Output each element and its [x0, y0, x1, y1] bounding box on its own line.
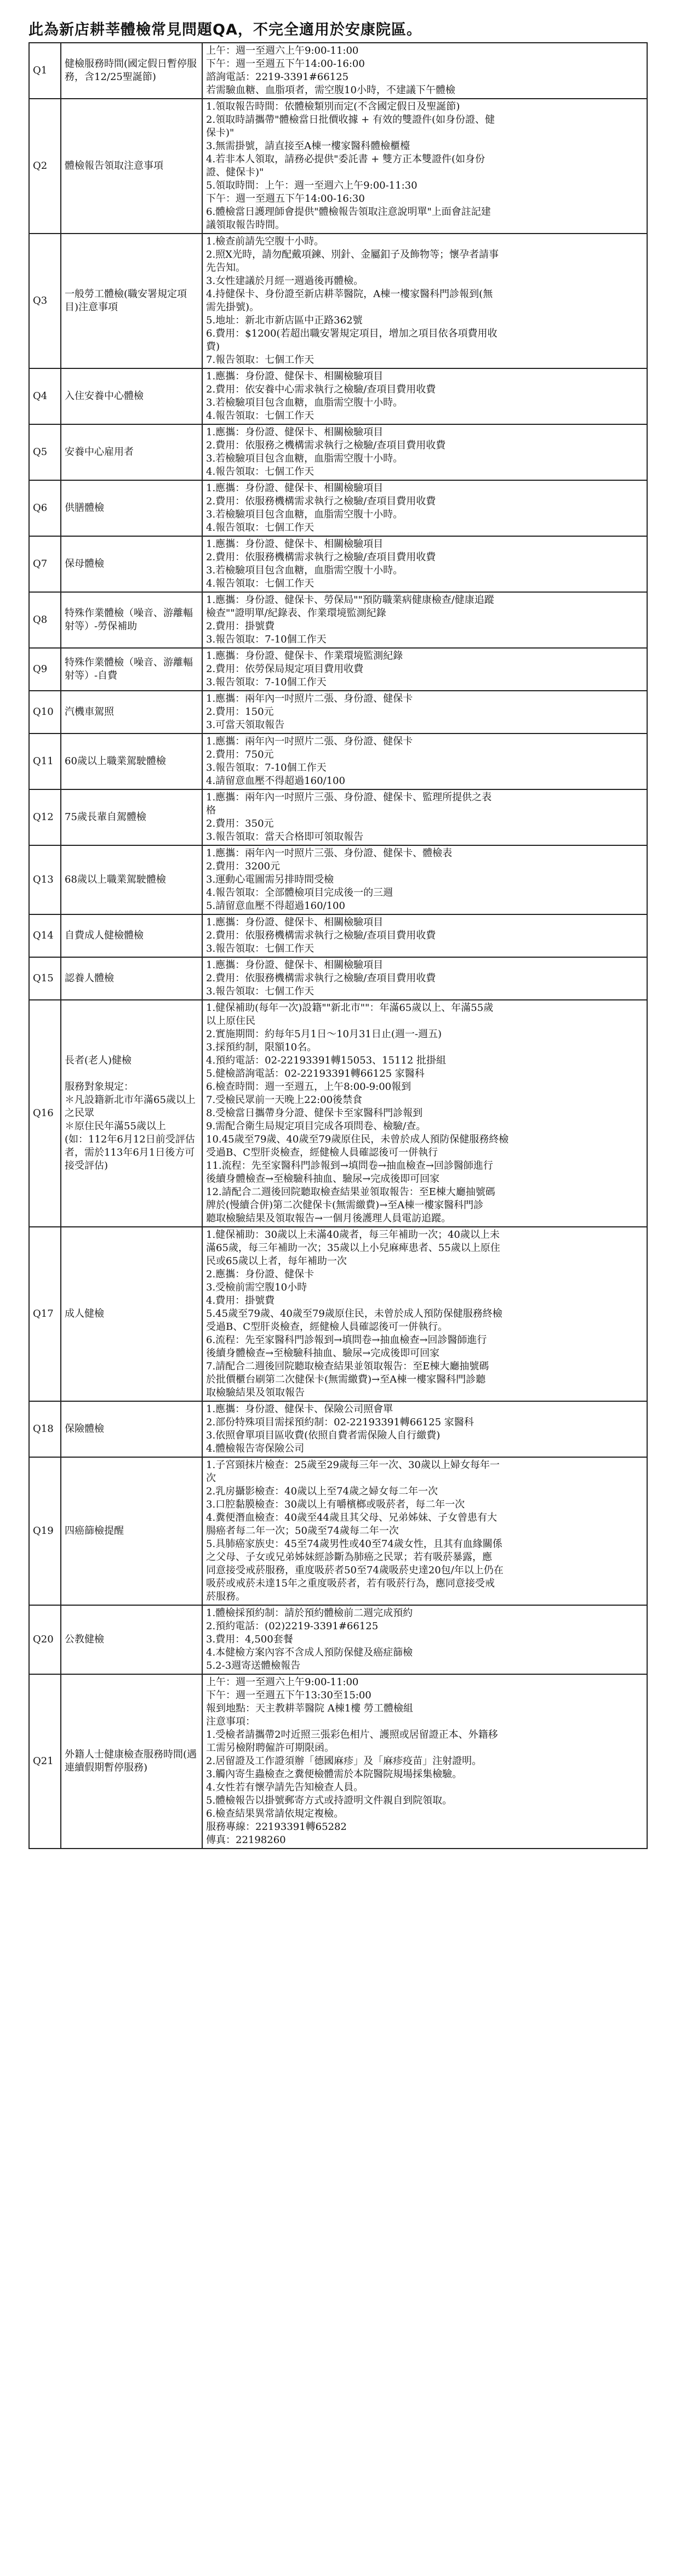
detail-line: 4.報告領取：七個工作天	[206, 466, 315, 477]
detail-line: 1.應攜：身份證、健保卡、相關檢驗項目	[206, 917, 384, 928]
detail-line: 2.費用：150元	[206, 706, 274, 718]
question-topic	[61, 1605, 202, 1674]
detail-line: 1.應攜：兩年內一吋照片二張、身份證、健保卡	[206, 693, 413, 704]
detail-line: 3.若檢驗項目包含血糖，血脂需空腹十小時。	[206, 565, 403, 576]
detail-line: 3.報告領取：7-10個工作天	[206, 676, 327, 688]
detail-line: 1.受檢者請攜帶2吋近照三張彩色相片、護照或居留證正本、外籍移	[206, 1729, 498, 1741]
question-number: Q9	[29, 648, 61, 691]
detail-line: 3.可當天領取報告	[206, 719, 285, 731]
detail-line: 2.費用：750元	[206, 749, 274, 760]
detail-line: 2.費用：依服務機構需求執行之檢驗/查項目費用收費	[206, 496, 436, 507]
detail-line: 於批價櫃台刷第二次健保卡(無需繳費)→至A棟一樓家醫科門診聽	[206, 1374, 486, 1385]
detail-line: 1.應攜：身份證、健保卡、相關檢驗項目	[206, 371, 384, 382]
detail-line: 3.受檢前需空腹10小時	[206, 1282, 307, 1293]
topic-line: 供膳體檢	[65, 502, 104, 514]
qa-row	[29, 1000, 647, 1227]
question-number: Q13	[29, 845, 61, 914]
detail-line: 4.體檢報告寄保險公司	[206, 1443, 305, 1454]
detail-line: 服務專線：22193391轉65282	[206, 1821, 347, 1833]
detail-line: 下午：週一至週五下午13:30至15:00	[206, 1690, 372, 1701]
detail-line: 4.女性若有懷孕請先告知檢查人員。	[206, 1782, 364, 1793]
answer-detail	[202, 234, 647, 368]
question-topic	[61, 536, 202, 592]
answer-detail	[202, 845, 647, 914]
qa-row	[29, 1227, 647, 1401]
detail-line: 6.檢查時間：週一至週五，上午8:00-9:00報到	[206, 1081, 412, 1093]
answer-detail	[202, 1605, 647, 1674]
qa-row	[29, 789, 647, 845]
detail-line: 2.費用：依服務機構需求執行之檢驗/查項目費用收費	[206, 973, 436, 984]
detail-line: 2.居留證及工作證須辦「德國麻疹」及「麻疹疫苗」注射證明。	[206, 1755, 482, 1767]
detail-line: 6.流程：先至家醫科門診報到→填問卷→抽血檢查→回診醫師進行	[206, 1334, 487, 1346]
question-topic	[61, 1401, 202, 1457]
detail-line: 菸服務。	[206, 1591, 245, 1602]
detail-line: 11.流程：先至家醫科門診報到→填問卷→抽血檢查→回診醫師進行	[206, 1160, 493, 1172]
detail-line: 2.費用：依服務機構需求執行之檢驗/查項目費用收費	[206, 551, 436, 563]
question-topic	[61, 957, 202, 1000]
topic-line: 保母體檢	[65, 558, 104, 570]
detail-line: 民或65歲以上者，每年補助一次	[206, 1255, 347, 1267]
question-topic	[61, 368, 202, 424]
detail-line: 1.子宮頸抹片檢查：25歲至29歲每三年一次、30歲以上婦女每年一	[206, 1459, 500, 1471]
answer-detail	[202, 733, 647, 789]
detail-line: 滿65歲，每三年補助一次；35歲以上小兒麻痺患者、55歲以上原住	[206, 1242, 500, 1254]
detail-line: 3.報告領取：7-10個工作天	[206, 634, 327, 645]
question-number: Q3	[29, 234, 61, 368]
detail-line: 報到地點：天主教耕莘醫院 A棟1樓 勞工體檢組	[206, 1703, 413, 1714]
detail-line: 保卡)"	[206, 127, 235, 139]
detail-line: 1.應攜：兩年內一吋照片三張、身份證、健保卡、監理所提供之表	[206, 792, 492, 803]
question-topic	[61, 480, 202, 536]
question-number: Q14	[29, 914, 61, 957]
detail-line: 先告知。	[206, 262, 245, 274]
detail-line: 4.持健保卡、身份證至新店耕莘醫院，A棟一樓家醫科門診報到(無	[206, 288, 493, 300]
qa-row	[29, 592, 647, 648]
qa-row	[29, 1605, 647, 1674]
qa-row	[29, 845, 647, 914]
detail-line: 5.體檢報告以掛號郵寄方式或持證明文件親自到院領取。	[206, 1795, 453, 1806]
detail-line: 3.運動心電圖需另排時間受檢	[206, 874, 334, 885]
detail-line: 格	[206, 805, 216, 816]
question-number: Q6	[29, 480, 61, 536]
detail-line: 1.應攜：身份證、健保卡、勞保局""預防職業病健康檢查/健康追蹤	[206, 594, 494, 606]
question-number: Q17	[29, 1227, 61, 1401]
question-topic	[61, 1000, 202, 1227]
question-number: Q11	[29, 733, 61, 789]
detail-line: 3.報告領取：7-10個工作天	[206, 762, 327, 774]
question-number: Q16	[29, 1000, 61, 1227]
topic-line: 特殊作業體檢（噪音、游離輻射等）-勞保補助	[65, 607, 193, 632]
answer-detail	[202, 1457, 647, 1605]
detail-line: 1.檢查前請先空腹十小時。	[206, 236, 324, 247]
answer-detail	[202, 43, 647, 99]
question-topic	[61, 43, 202, 99]
answer-detail	[202, 957, 647, 1000]
question-number: Q8	[29, 592, 61, 648]
detail-line: 5.地址：新北市新店區中正路362號	[206, 315, 363, 326]
detail-line: 3.若檢驗項目包含血糖，血脂需空腹十小時。	[206, 453, 403, 464]
answer-detail	[202, 914, 647, 957]
question-topic	[61, 733, 202, 789]
question-number: Q15	[29, 957, 61, 1000]
detail-line: 以上原住民	[206, 1015, 255, 1027]
detail-line: 1.健保補助：30歲以上未滿40歲者，每三年補助一次；40歲以上未	[206, 1229, 500, 1241]
detail-line: 8.受檢當日攜帶身分證、健保卡至家醫科門診報到	[206, 1107, 423, 1119]
detail-line: 2.部份特殊項目需採預約制：02-22193391轉66125 家醫科	[206, 1417, 474, 1428]
detail-line: 3.費用：4,500套餐	[206, 1634, 293, 1645]
detail-line: 6.檢查結果異常請依規定複檢。	[206, 1808, 344, 1819]
detail-line: 1.應攜：兩年內一吋照片三張、身份證、健保卡、體檢表	[206, 848, 453, 859]
qa-row	[29, 99, 647, 234]
detail-line: 2.預約電話：(02)2219-3391#66125	[206, 1620, 379, 1632]
detail-line: 4.報告領取：七個工作天	[206, 522, 315, 533]
detail-line: 4.預約電話：02-22193391轉15053、15112 批掛組	[206, 1055, 447, 1066]
qa-row	[29, 1457, 647, 1605]
detail-line: 9.需配合衛生局規定項目完成各項問卷、檢驗/查。	[206, 1121, 426, 1132]
qa-row	[29, 957, 647, 1000]
detail-line: 4.報告領取：七個工作天	[206, 410, 315, 422]
detail-line: 同意接受戒菸服務，重度吸菸者50至74歲吸菸史達20包/年以上仍在	[206, 1565, 504, 1576]
detail-line: 4.糞便潛血檢查：40歲至44歲且其父母、兄弟姊妹、子女曾患有大	[206, 1512, 497, 1523]
question-topic	[61, 99, 202, 234]
qa-row	[29, 234, 647, 368]
question-number: Q1	[29, 43, 61, 99]
qa-row	[29, 43, 647, 99]
detail-line: 腸癌者每二年一次；50歲至74歲每二年一次	[206, 1525, 399, 1537]
topic-line: 60歲以上職業駕駛體檢	[65, 755, 166, 767]
detail-line: 4.報告領取：七個工作天	[206, 578, 315, 589]
answer-detail	[202, 789, 647, 845]
detail-line: 5.2-3週寄送體檢報告	[206, 1660, 301, 1671]
detail-line: 2.費用：350元	[206, 818, 274, 829]
topic-line: 特殊作業體檢（噪音、游離輻射等）-自費	[65, 657, 193, 681]
detail-line: 2.費用：3200元	[206, 861, 280, 872]
detail-line: 次	[206, 1472, 216, 1484]
detail-line: 2.領取時請攜帶"體檢當日批價收據 + 有效的雙證件(如身份證、健	[206, 114, 495, 126]
answer-detail	[202, 1000, 647, 1227]
page-title: 此為新店耕莘體檢常見問題QA，不完全適用於安康院區。	[28, 21, 422, 38]
detail-line: 6.費用：$1200(若超出職安署規定項目，增加之項目依各項費用收	[206, 328, 498, 339]
detail-line: 1.體檢採預約制：請於預約體檢前二週完成預約	[206, 1607, 413, 1619]
detail-line: 1.應攜：身份證、健保卡、保險公司照會單	[206, 1403, 393, 1415]
detail-line: 5.領取時間：上午：週一至週六上午9:00-11:30	[206, 180, 418, 191]
detail-line: 3.報告領取：當天合格即可領取報告	[206, 831, 364, 843]
detail-line: 上午：週一至週六上午9:00-11:00	[206, 1676, 359, 1688]
qa-table	[28, 42, 648, 1849]
answer-detail	[202, 424, 647, 480]
detail-line: 3.報告領取：七個工作天	[206, 943, 315, 954]
topic-line: 體檢報告領取注意事項	[65, 160, 163, 172]
detail-line: 5.具肺癌家族史：45至74歲男性或40至74歲女性，且其有血緣關係	[206, 1538, 502, 1550]
answer-detail	[202, 691, 647, 733]
detail-line: 7.受檢民眾前一天晚上22:00後禁食	[206, 1094, 363, 1106]
topic-line: 68歲以上職業駕駛體檢	[65, 874, 166, 885]
question-topic	[61, 1674, 202, 1849]
detail-line: 7.請配合二週後回院聽取檢查結果並領取報告：至E棟大廳抽號碼	[206, 1361, 489, 1372]
answer-detail	[202, 1674, 647, 1849]
qa-row	[29, 536, 647, 592]
detail-line: 需先掛號)。	[206, 302, 260, 313]
detail-line: 1.健保補助(每年一次)設籍""新北市""：年滿65歲以上、年滿55歲	[206, 1002, 494, 1014]
detail-line: 2.乳房攝影檢查：40歲以上至74歲之婦女每二年一次	[206, 1486, 438, 1497]
detail-line: 2.費用：依勞保局規定項目費用收費	[206, 663, 364, 675]
question-number: Q12	[29, 789, 61, 845]
detail-line: 3.口腔黏膜檢查：30歲以上有嚼檳榔或吸菸者，每二年一次	[206, 1499, 465, 1510]
topic-line: 保險體檢	[65, 1423, 104, 1435]
question-topic	[61, 914, 202, 957]
detail-line: 證、健保卡)"	[206, 167, 264, 178]
detail-line: 牌於(慢續合併)第二次健保卡(無需繳費)→至A棟一樓家醫科門診	[206, 1199, 484, 1211]
detail-line: 2.費用：依安養中心需求執行之檢驗/查項目費用收費	[206, 384, 436, 395]
answer-detail	[202, 99, 647, 234]
detail-line: 2.照X光時，請勿配戴項鍊、別針、金屬釦子及飾物等；懷孕者請事	[206, 249, 499, 260]
question-number: Q21	[29, 1674, 61, 1849]
detail-line: 3.若檢驗項目包含血糖，血脂需空腹十小時。	[206, 397, 403, 408]
detail-line: 5.健檢諮詢電話：02-22193391轉66125 家醫科	[206, 1068, 425, 1079]
topic-line: 一般勞工體檢(職安署規定項目)注意事項	[65, 288, 187, 313]
qa-row	[29, 691, 647, 733]
answer-detail	[202, 1401, 647, 1457]
topic-line: 入住安養中心體檢	[65, 390, 144, 402]
answer-detail	[202, 368, 647, 424]
topic-line: 公教健檢	[65, 1634, 104, 1645]
qa-row	[29, 1674, 647, 1849]
detail-line: 7.報告領取：七個工作天	[206, 354, 315, 366]
qa-row	[29, 648, 647, 691]
detail-line: 聽取檢驗結果及領取報告→一個月後護理人員電訪追蹤。	[206, 1213, 452, 1224]
topic-line: 認養人體檢	[65, 973, 114, 984]
detail-line: 傳真：22198260	[206, 1834, 286, 1846]
detail-line: 2.費用：依服務之機構需求執行之檢驗/查項目費用收費	[206, 440, 446, 451]
topic-line: 75歲長輩自駕體檢	[65, 811, 146, 823]
topic-line: ＊凡設籍新北市年滿65歲以上之民眾	[65, 1094, 196, 1119]
question-topic	[61, 1457, 202, 1605]
answer-detail	[202, 536, 647, 592]
answer-detail	[202, 592, 647, 648]
qa-row	[29, 1401, 647, 1457]
detail-line: 上午：週一至週六上午9:00-11:00	[206, 45, 359, 56]
detail-line: 1.應攜：身份證、健保卡、相關檢驗項目	[206, 538, 384, 550]
qa-row	[29, 424, 647, 480]
question-topic	[61, 789, 202, 845]
topic-line: 服務對象規定：	[65, 1081, 134, 1093]
question-number: Q7	[29, 536, 61, 592]
detail-line: 受過B、C型肝炎檢查，經健檢人員確認後可一併執行	[206, 1147, 438, 1158]
detail-line: 受過B、C型肝炎檢查，經健檢人員確認後可一併執行。	[206, 1321, 448, 1333]
qa-table-body	[29, 43, 647, 1849]
topic-line: 安養中心雇用者	[65, 446, 134, 458]
topic-line: 成人健檢	[65, 1308, 104, 1320]
detail-line: 12.請配合二週後回院聽取檢查結果並領取報告：至E棟大廳抽號碼	[206, 1186, 495, 1198]
topic-line: 汽機車駕照	[65, 706, 114, 718]
topic-line: ＊原住民年滿55歲以上	[65, 1121, 166, 1132]
detail-line: 議領取報告時間。	[206, 219, 285, 231]
question-topic	[61, 592, 202, 648]
answer-detail	[202, 1227, 647, 1401]
detail-line: 4.請留意血壓不得超過160/100	[206, 775, 345, 787]
detail-line: 1.應攜：身份證、健保卡、相關檢驗項目	[206, 427, 384, 438]
detail-line: 4.若非本人領取，請務必提供"委託書 + 雙方正本雙證件(如身份	[206, 153, 485, 165]
detail-line: 3.採預約制，限額10名。	[206, 1042, 317, 1053]
detail-line: 1.應攜：兩年內一吋照片二張、身份證、健保卡	[206, 736, 413, 747]
detail-line: 3.報告領取：七個工作天	[206, 986, 315, 997]
question-topic	[61, 648, 202, 691]
topic-line	[65, 1067, 198, 1081]
qa-row	[29, 480, 647, 536]
detail-line: 檢查""證明單/紀錄表、作業環境監測紀錄	[206, 607, 386, 619]
detail-line: 2.費用：依服務機構需求執行之檢驗/查項目費用收費	[206, 930, 436, 941]
detail-line: 3.若檢驗項目包含血糖，血脂需空腹十小時。	[206, 509, 403, 520]
detail-line: 費)	[206, 341, 220, 352]
detail-line: 5.45歲至79歲、40歲至79歲原住民，未曾於成人預防保健服務終檢	[206, 1308, 502, 1320]
detail-line: 工需另檢附聘僱許可期限函。	[206, 1742, 334, 1754]
detail-line: 1.應攜：身份證、健保卡、作業環境監測紀錄	[206, 650, 403, 662]
qa-row	[29, 733, 647, 789]
detail-line: 6.體檢當日護理師會提供"體檢報告領取注意說明單"上面會註記建	[206, 206, 491, 218]
question-number: Q2	[29, 99, 61, 234]
question-topic	[61, 1227, 202, 1401]
topic-line: 健檢服務時間(國定假日暫停服務，含12/25聖誕節)	[65, 58, 197, 83]
detail-line: 後續身體檢查→至檢驗科抽血、驗尿→完成後即可回家	[206, 1347, 440, 1359]
question-topic	[61, 424, 202, 480]
detail-line: 5.請留意血壓不得超過160/100	[206, 900, 345, 912]
question-number: Q4	[29, 368, 61, 424]
question-number: Q5	[29, 424, 61, 480]
topic-line: 外籍人士健康檢查服務時間(遇連續假期暫停服務)	[65, 1749, 197, 1773]
qa-row	[29, 914, 647, 957]
detail-line: 10.45歲至79歲、40歲至79歲原住民，未曾於成人預防保健服務終檢	[206, 1134, 509, 1145]
detail-line: 取檢驗結果及領取報告	[206, 1387, 305, 1398]
question-number: Q19	[29, 1457, 61, 1605]
detail-line: 4.報告領取：全部體檢項目完成後一的三週	[206, 887, 393, 899]
detail-line: 3.無需掛號，請直接至A棟一樓家醫科體檢櫃檯	[206, 140, 410, 152]
detail-line: 吸菸或戒菸未達15年之重度吸菸者，若有吸菸行為，應同意接受戒	[206, 1578, 495, 1589]
topic-line: (如：112年6月12日前受評估者，需於113年6月1日後方可接受評估)	[65, 1134, 195, 1172]
qa-row	[29, 368, 647, 424]
detail-line: 後續身體檢查→至檢驗科抽血、驗尿→完成後即可回家	[206, 1173, 440, 1185]
topic-line: 自費成人健檢體檢	[65, 930, 144, 941]
detail-line: 3.觸內寄生蟲檢查之糞便檢體需於本院醫院規場採集檢驗。	[206, 1768, 462, 1780]
detail-line: 2.應攜：身份證、健保卡	[206, 1269, 315, 1280]
detail-line: 下午：週一至週五下午14:00-16:00	[206, 58, 365, 70]
question-number: Q10	[29, 691, 61, 733]
detail-line: 若需驗血糖、血脂項者，需空腹10小時，不建議下午體檢	[206, 84, 455, 96]
topic-line: 四癌篩檢提醒	[65, 1525, 124, 1537]
detail-line: 3.女性建議於月經一週過後再體檢。	[206, 275, 364, 287]
detail-line: 2.費用：掛號費	[206, 621, 275, 632]
detail-line: 4.費用：掛號費	[206, 1295, 275, 1306]
detail-line: 1.應攜：身份證、健保卡、相關檢驗項目	[206, 959, 384, 971]
detail-line: 諮詢電話：2219-3391#66125	[206, 71, 349, 83]
question-number: Q18	[29, 1401, 61, 1457]
question-topic	[61, 234, 202, 368]
detail-line: 注意事項：	[206, 1716, 255, 1727]
detail-line: 3.依照會單項目區收費(依照自費者需保險人自行繳費)	[206, 1430, 441, 1441]
answer-detail	[202, 648, 647, 691]
detail-line: 下午：週一至週五下午14:00-16:30	[206, 193, 365, 204]
detail-line: 2.實施期間：約每年5月1日～10月31日止(週一-週五)	[206, 1028, 442, 1040]
question-topic	[61, 845, 202, 914]
question-number: Q20	[29, 1605, 61, 1674]
detail-line: 4.本健檢方案內容不含成人預防保健及癌症篩檢	[206, 1647, 413, 1658]
detail-line: 1.應攜：身份證、健保卡、相關檢驗項目	[206, 482, 384, 494]
question-topic	[61, 691, 202, 733]
detail-line: 之父母、子女或兄弟姊妹經診斷為肺癌之民眾；若有吸菸暴露，應	[206, 1551, 492, 1563]
detail-line: 1.領取報告時間：依體檢類別而定(不含國定假日及聖誕節)	[206, 101, 460, 112]
answer-detail	[202, 480, 647, 536]
topic-line: 長者(老人)健檢	[65, 1055, 132, 1066]
